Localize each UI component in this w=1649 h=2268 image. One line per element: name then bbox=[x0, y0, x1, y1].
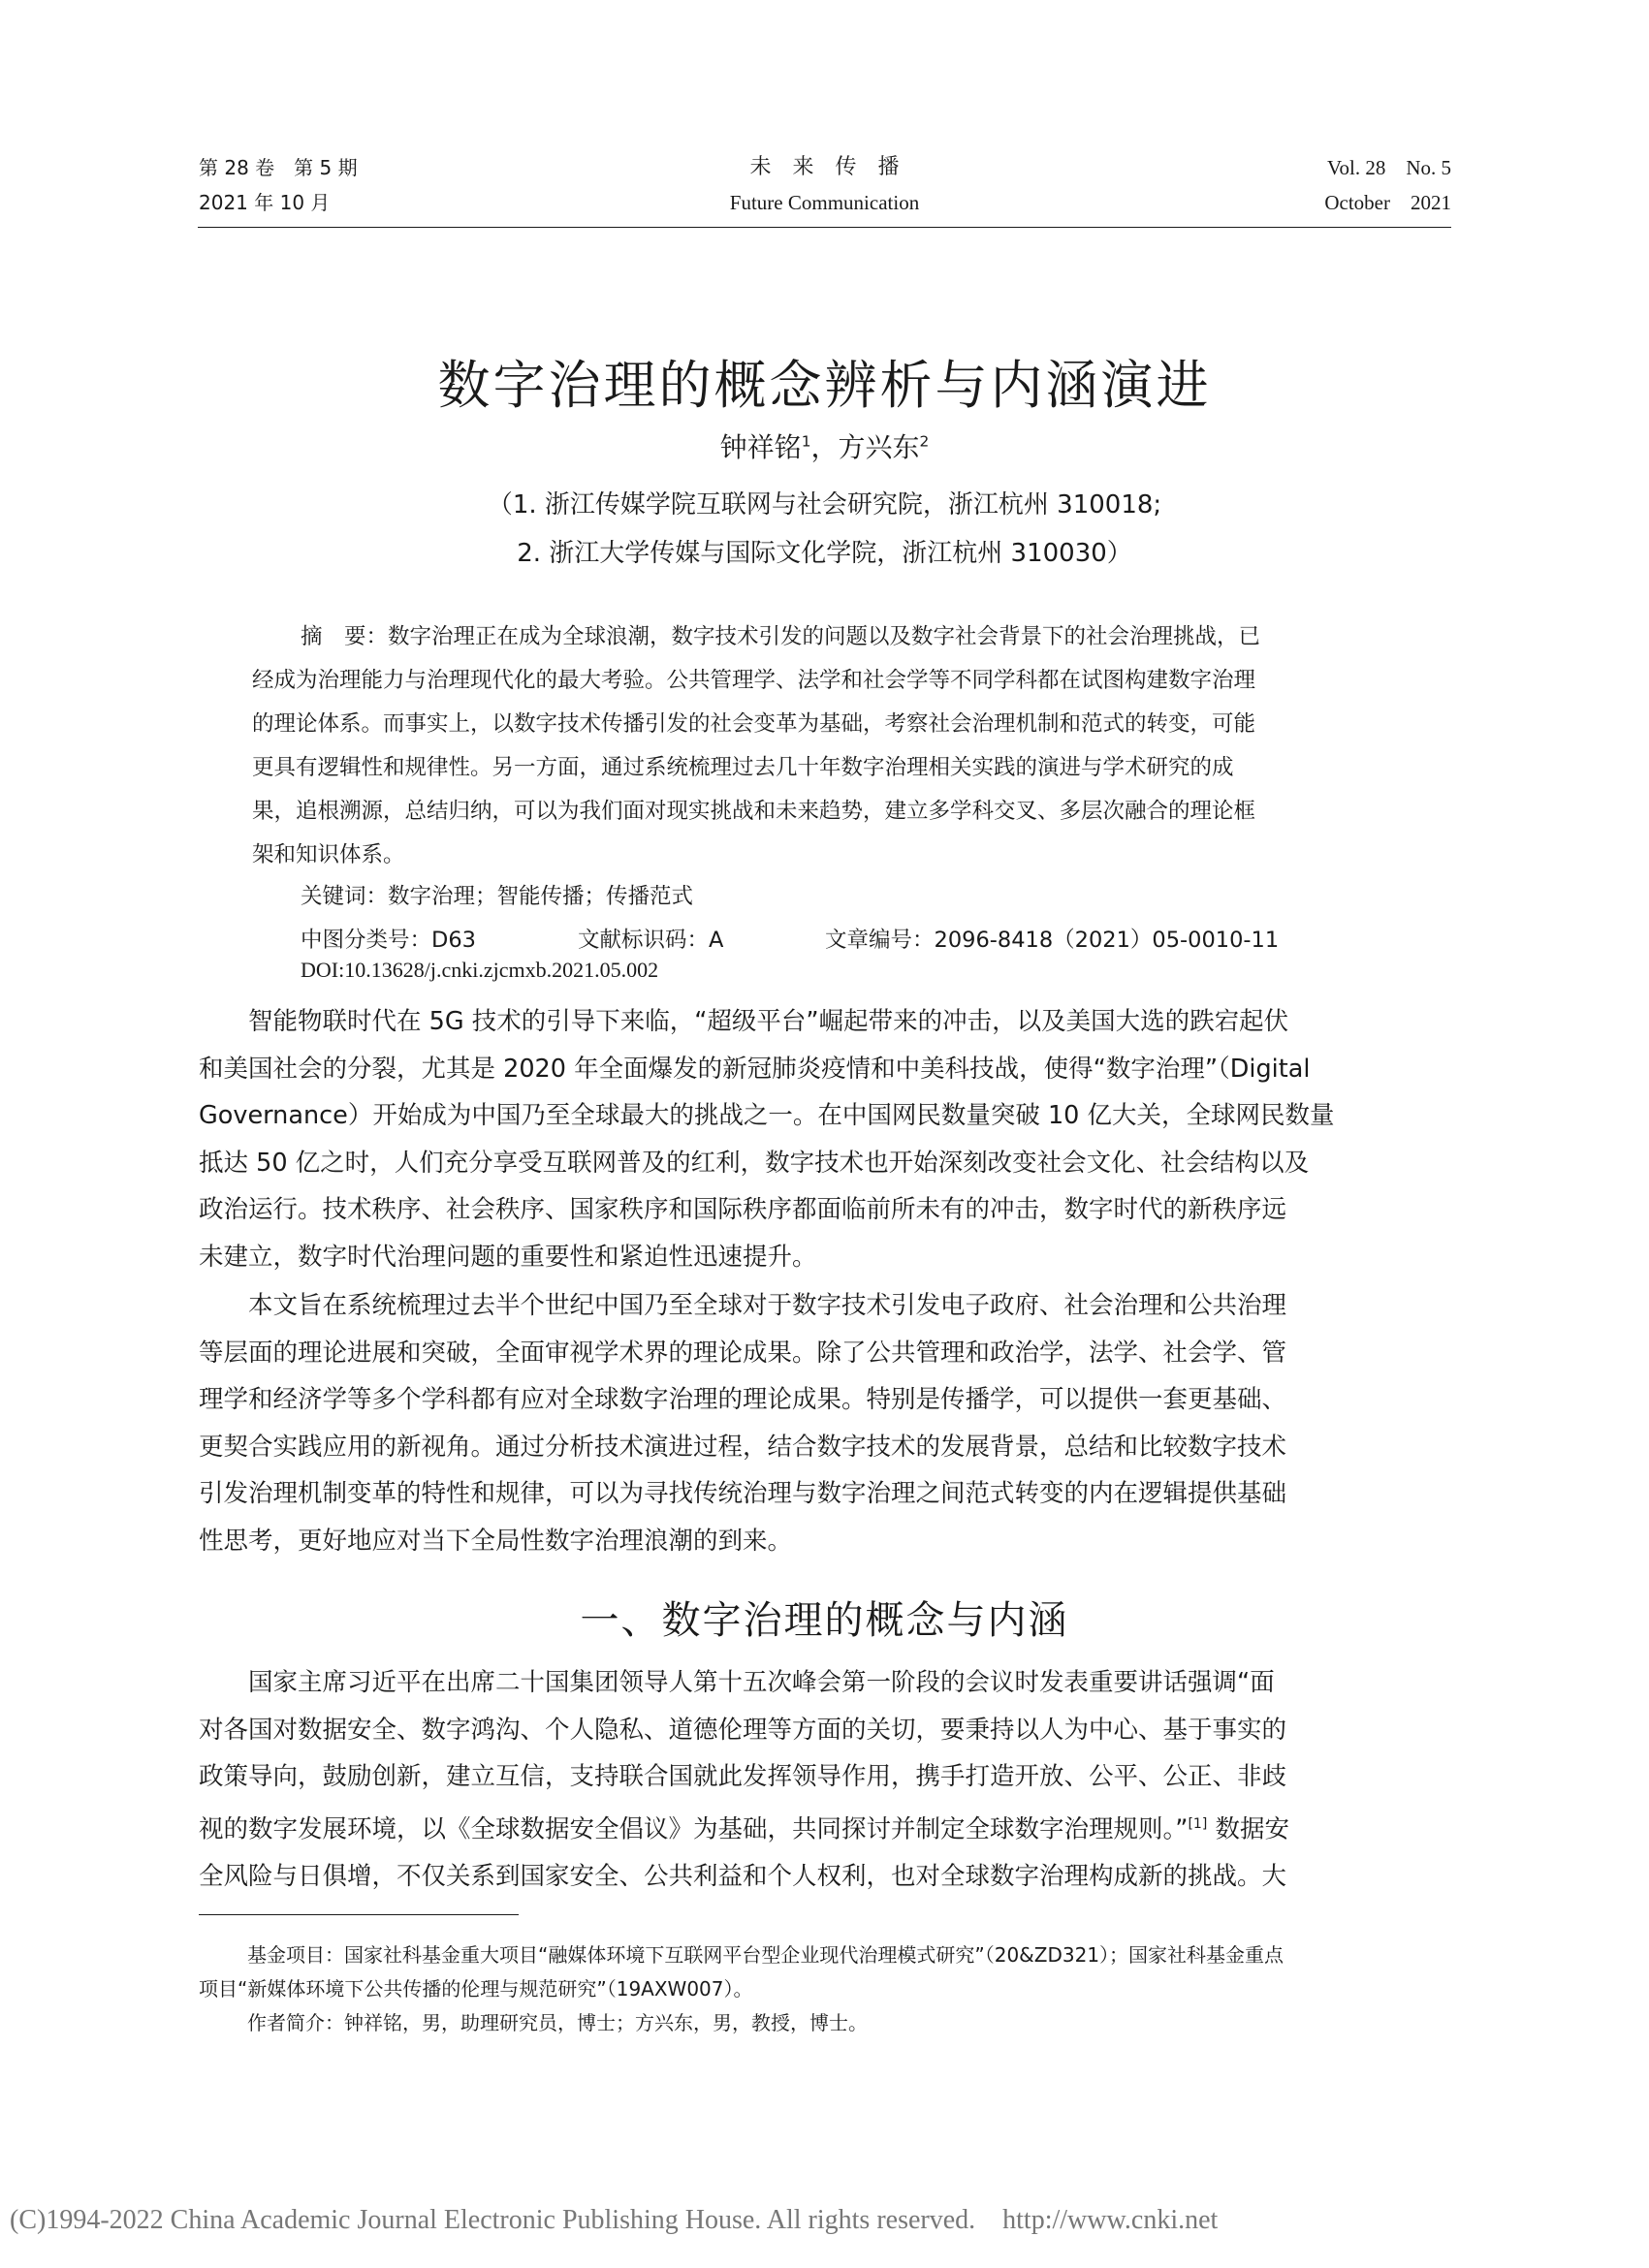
author-name: 钟祥铭 bbox=[719, 431, 802, 463]
author-info-note: 作者简介：钟祥铭，男，助理研究员，博士；方兴东，男，教授，博士。 bbox=[247, 2011, 868, 2034]
funding-note: 基金项目：国家社科基金重大项目“融媒体环境下互联网平台型企业现代治理模式研究”（20&ZD321）；国家社科基金重点 bbox=[247, 1943, 1284, 1967]
author-separator: ， bbox=[810, 431, 839, 463]
text-line: 全风险与日俱增，不仅关系到国家安全、公共利益和个人权利，也对全球数字治理构成新的挑战。大 bbox=[199, 1861, 1287, 1891]
author-affiliation-marker: 1 bbox=[801, 432, 811, 451]
keywords: 关键词：数字治理；智能传播；传播范式 bbox=[301, 884, 694, 909]
copyright-notice: (C)1994-2022 China Academic Journal Electronic Publishing House. All rights reserved. http://www.cnki.net bbox=[10, 2205, 1219, 2235]
text-line: 智能物联时代在 5G 技术的引导下来临，“超级平台”崛起带来的冲击，以及美国大选的跌宕起伏 bbox=[199, 1007, 1289, 1036]
abstract-label: 摘 要： bbox=[301, 624, 389, 649]
author-affiliation-marker: 2 bbox=[919, 432, 930, 451]
abstract-line: 果，追根溯源，总结归纳，可以为我们面对现实挑战和未来趋势，建立多学科交叉、多层次融合的理论框 bbox=[252, 799, 1256, 824]
text-line: 未建立，数字时代治理问题的重要性和紧迫性迅速提升。 bbox=[199, 1242, 817, 1272]
text-line: 引发治理机制变革的特性和规律，可以为寻找传统治理与数字治理之间范式转变的内在逻辑提供基础 bbox=[199, 1479, 1287, 1508]
abstract-line: 架和知识体系。 bbox=[252, 842, 405, 867]
citation-ref[interactable]: [1] bbox=[1188, 1815, 1208, 1832]
text-line: 政治运行。技术秩序、社会秩序、国家秩序和国际秩序都面临前所未有的冲击，数字时代的新秩序远 bbox=[199, 1195, 1287, 1224]
paragraph-2 bbox=[199, 1282, 1454, 1564]
text-line: 视的数字发展环境，以《全球数据安全倡议》为基础，共同探讨并制定全球数字治理规则。”[1] 数据安 bbox=[199, 1814, 1289, 1843]
journal-title-zh: 未 来 传 播 bbox=[749, 155, 900, 179]
text-line: 政策导向，鼓励创新，建立互信，支持联合国就此发挥领导作用，携手打造开放、公平、公正、非歧 bbox=[199, 1762, 1287, 1791]
text-line: 和美国社会的分裂，尤其是 2020 年全面爆发的新冠肺炎疫情和中美科技战，使得“数字治理”（Digital bbox=[199, 1054, 1311, 1084]
text-line: 性思考，更好地应对当下全局性数字治理浪潮的到来。 bbox=[199, 1526, 793, 1556]
text-line: 更契合实践应用的新视角。通过分析技术演进过程，结合数字技术的发展背景，总结和比较数字技术 bbox=[199, 1432, 1287, 1462]
journal-date-en: October 2021 bbox=[1324, 191, 1451, 214]
text-line: 理学和经济学等多个学科都有应对全球数字治理的理论成果。特别是传播学，可以提供一套更基础、 bbox=[199, 1385, 1287, 1414]
affiliation-1: （1. 浙江传媒学院互联网与社会研究院，浙江杭州 310018; bbox=[487, 490, 1162, 520]
abstract-line: 的理论体系。而事实上，以数字技术传播引发的社会变革为基础，考察社会治理机制和范式的转变，可能 bbox=[252, 711, 1256, 737]
article-number: 文章编号：2096-8418（2021）05-0010-11 bbox=[825, 928, 1280, 953]
document-code: 文献标识码：A bbox=[578, 928, 724, 953]
text-line: 本文旨在系统梳理过去半个世纪中国乃至全球对于数字技术引发电子政府、社会治理和公共治理 bbox=[199, 1291, 1287, 1320]
section-heading: 一、数字治理的概念与内涵 bbox=[580, 1598, 1069, 1643]
journal-title-en: Future Communication bbox=[729, 191, 920, 214]
footnote-rule bbox=[199, 1914, 519, 1915]
paper-title: 数字治理的概念辨析与内涵演进 bbox=[437, 355, 1212, 416]
author-name: 方兴东 bbox=[838, 431, 920, 463]
text-line: 抵达 50 亿之时，人们充分享受互联网普及的红利，数字技术也开始深刻改变社会文化、社会结构以及 bbox=[199, 1148, 1310, 1178]
journal-volume-issue: 第 28 卷 第 5 期 bbox=[199, 156, 358, 179]
abstract-line: 经成为治理能力与治理现代化的最大考验。公共管理学、法学和社会学等不同学科都在试图构建数字治理 bbox=[252, 668, 1256, 693]
author-list bbox=[0, 426, 1649, 465]
doi-link[interactable]: DOI:10.13628/j.cnki.zjcmxb.2021.05.002 bbox=[301, 958, 659, 982]
affiliation-2: 2. 浙江大学传媒与国际文化学院，浙江杭州 310030） bbox=[517, 539, 1132, 568]
text-line: 对各国对数据安全、数字鸿沟、个人隐私、道德伦理等方面的关切，要秉持以人为中心、基于事实的 bbox=[199, 1715, 1287, 1745]
header-rule bbox=[198, 227, 1451, 228]
journal-date: 2021 年 10 月 bbox=[199, 191, 331, 214]
text-line: 国家主席习近平在出席二十国集团领导人第十五次峰会第一阶段的会议时发表重要讲话强调“面 bbox=[199, 1668, 1275, 1697]
abstract bbox=[252, 615, 1415, 877]
funding-note-cont: 项目“新媒体环境下公共传播的伦理与规范研究”（19AXW007）。 bbox=[199, 1977, 753, 2000]
text-line: 等层面的理论进展和突破，全面审视学术界的理论成果。除了公共管理和政治学，法学、社会学、管 bbox=[199, 1338, 1287, 1368]
paragraph-1 bbox=[199, 998, 1454, 1280]
journal-vol-en: Vol. 28 No. 5 bbox=[1327, 156, 1451, 179]
clc-number: 中图分类号：D63 bbox=[301, 928, 476, 953]
abstract-line: 更具有逻辑性和规律性。另一方面，通过系统梳理过去几十年数字治理相关实践的演进与学术研究的成 bbox=[252, 755, 1234, 780]
abstract-line: 摘 要：数字治理正在成为全球浪潮，数字技术引发的问题以及数字社会背景下的社会治理挑战，已 bbox=[301, 624, 1261, 649]
text-line: Governance）开始成为中国乃至全球最大的挑战之一。在中国网民数量突破 10 亿大关，全球网民数量 bbox=[199, 1101, 1335, 1130]
paragraph-3 bbox=[199, 1659, 1454, 1900]
